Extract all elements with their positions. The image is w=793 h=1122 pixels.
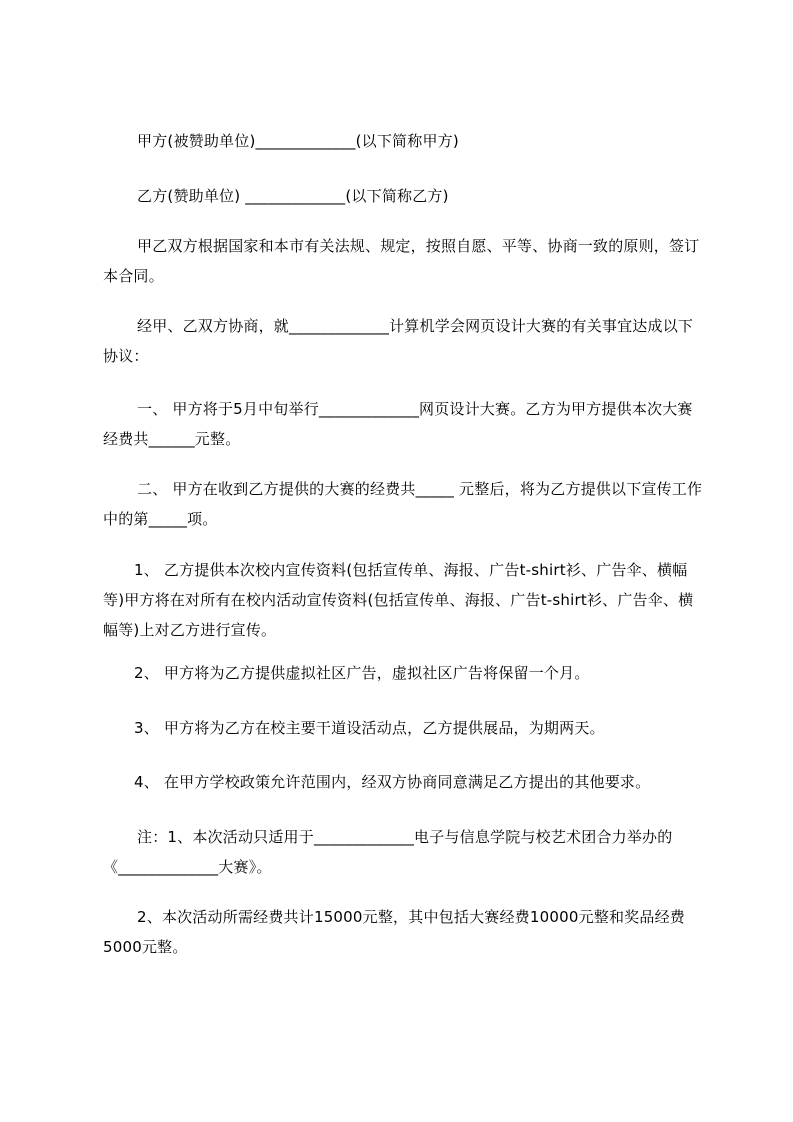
item-one: 1、 乙方提供本次校内宣传资料(包括宣传单、海报、广告t-shirt衫、广告伞、横幅等)甲方将在对所有在校内活动宣传资料(包括宣传单、海报、广告t-shirt衫、广告伞、横幅等)上对乙方进行宣传。 [103, 561, 694, 639]
item-three: 3、 甲方将为乙方在校主要干道设活动点，乙方提供展品，为期两天。 [134, 719, 605, 737]
note-one: 注：1、本次活动只适用于_____________电子与信息学院与校艺术团合力举办的《_____________大赛》。 [103, 828, 673, 876]
party-b-line: 乙方(赞助单位) _____________(以下简称乙方) [137, 187, 449, 205]
party-a-line: 甲方(被赞助单位)_____________(以下简称甲方) [137, 132, 459, 150]
clause-one: 一、 甲方将于5月中旬举行_____________网页设计大赛。乙方为甲方提供本次大赛经费共______元整。 [103, 400, 693, 448]
item-four: 4、 在甲方学校政策允许范围内，经双方协商同意满足乙方提出的其他要求。 [134, 773, 651, 791]
agreement-intro-paragraph: 经甲、乙双方协商，就_____________计算机学会网页设计大赛的有关事宜达成以下协议： [103, 317, 694, 365]
principle-paragraph: 甲乙双方根据国家和本市有关法规、规定，按照自愿、平等、协商一致的原则，签订本合同。 [103, 237, 700, 285]
note-two: 2、本次活动所需经费共计15000元整，其中包括大赛经费10000元整和奖品经费5000元整。 [103, 908, 685, 956]
item-two: 2、 甲方将为乙方提供虚拟社区广告，虚拟社区广告将保留一个月。 [134, 664, 590, 682]
clause-two: 二、 甲方在收到乙方提供的大赛的经费共_____ 元整后，将为乙方提供以下宣传工作中的第_____项。 [103, 480, 703, 528]
